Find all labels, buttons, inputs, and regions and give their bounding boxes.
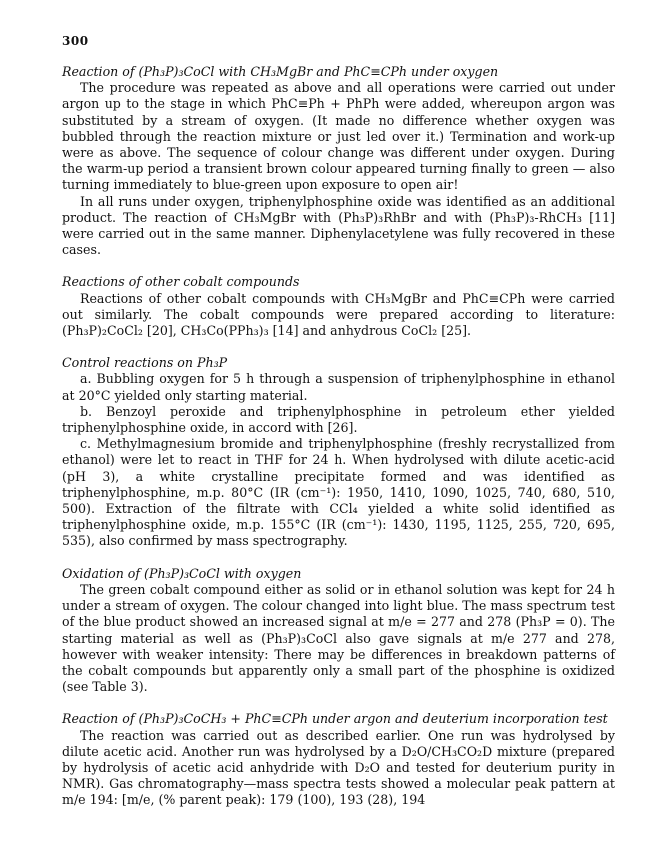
section-heading: Reaction of (Ph₃P)₃CoCH₃ + PhC≡CPh under argon and deuterium incorporation test xyxy=(62,711,608,727)
section-heading: Reaction of (Ph₃P)₃CoCl with CH₃MgBr and PhC≡CPh under oxygen xyxy=(62,64,499,79)
paragraph: b. Benzoyl peroxide and triphenylphosphine in petroleum ether yielded triphenylphosphine oxide, in accord with [26]. xyxy=(62,403,615,436)
paragraph: Reactions of other cobalt compounds with CH₃MgBr and PhC≡CPh were carried out similarly. The cobalt compounds were prepared according to literature: (Ph₃P)₂CoCl₂ [20], CH₃Co(PPh₃)₃ [14] and anhydrous CoCl₂ [25]. xyxy=(62,290,615,339)
paragraph: In all runs under oxygen, triphenylphosphine oxide was identified as an additional product. The reaction of CH₃MgBr with (Ph₃P)₃RhBr and with (Ph₃P)₃-RhCH₃ [11] were carried out in the same manner. Diphenylacetylene was fully recovered in these cases. xyxy=(62,193,615,258)
paragraph: c. Methylmagnesium bromide and triphenylphosphine (freshly recrystallized from ethanol) were let to react in THF for 24 h. When hydrolysed with dilute acetic-acid (pH 3), a white crystalline precipitate formed and was identified as triphenylphosphine, m.p. 80°C (IR (cm⁻¹): 1950, 1410, 1090, 1025, 740, 680, 510, 500). Extraction of the filtrate with CCl₄ yielded a white solid identified as triphenylphosphine oxide, m.p. 155°C (IR (cm⁻¹): 1430, 1195, 1125, 255, 720, 695, 535), also confirmed by mass spectrography. xyxy=(62,436,615,549)
paragraph: a. Bubbling oxygen for 5 h through a suspension of triphenylphosphine in ethanol at 20°C yielded only starting material. xyxy=(62,371,615,403)
section-heading: Oxidation of (Ph₃P)₃CoCl with oxygen xyxy=(62,565,302,581)
page-body xyxy=(62,64,615,809)
paragraph: The reaction was carried out as described earlier. One run was hydrolysed by dilute acetic acid. Another run was hydrolysed by a D₂O/CH₃CO₂D mixture (prepared by hydrolysis of acetic acid anhydride with D₂O and tested for deuterium purity in NMR). Gas chromatography—mass spectra tests showed a molecular peak pattern at m/e 194: [m/e, (% parent peak): 179 (100), 193 (28), 194 xyxy=(62,727,615,808)
paragraph: The green cobalt compound either as solid or in ethanol solution was kept for 24 h under a stream of oxygen. The colour changed into light blue. The mass spectrum test of the blue product showed an increased signal at m/e = 277 and 278 (Ph₃P = 0). The starting material as well as (Ph₃P)₃CoCl also gave signals at m/e 277 and 278, however with weaker intensity: There may be differences in breakdown patterns of the cobalt compounds but apparently only a small part of the phosphine is oxidized (see Table 3). xyxy=(62,581,615,695)
page-number: 300 xyxy=(62,34,89,48)
paragraph: The procedure was repeated as above and all operations were carried out under argon up to the stage in which PhC≡Ph + PhPh were added, whereupon argon was substituted by a stream of oxygen. (It made no difference whether oxygen was bubbled through the reaction mixture or just led over it.) Termination and work-up were as above. The sequence of colour change was different under oxygen. During the warm-up period a transient brown colour appeared turning finally to green — also turning immediately to blue-green upon exposure to open air! xyxy=(62,80,615,193)
section-heading: Reactions of other cobalt compounds xyxy=(62,274,300,290)
section-heading: Control reactions on Ph₃P xyxy=(62,355,228,371)
